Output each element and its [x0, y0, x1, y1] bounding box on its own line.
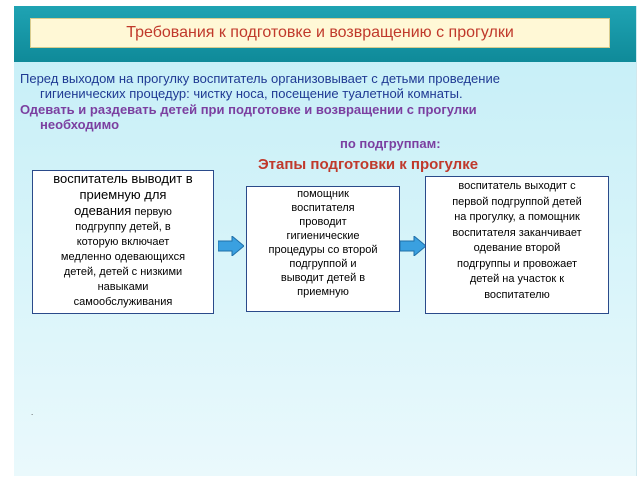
stage-3-line: воспитатель выходит с	[458, 180, 576, 192]
stages-title: Этапы подготовки к прогулке	[258, 156, 479, 173]
rule-line-3: по подгруппам:	[340, 136, 441, 151]
stage-3-line: детей на участок к	[469, 273, 565, 285]
stage-2-line: подгруппой и	[289, 258, 357, 270]
stage-1-line: самообслуживания	[73, 296, 173, 308]
stage-2-line: гигиенические	[286, 230, 360, 242]
stage-1-line: приемную для	[79, 187, 167, 202]
stage-1-line: которую включает	[76, 236, 170, 248]
stage-1-inline: первую	[131, 206, 172, 218]
stage-2-line: выводит детей в	[280, 272, 366, 284]
stage-3-line: воспитателя заканчивает	[452, 226, 582, 239]
stage-1-line: воспитатель выводит в	[53, 171, 193, 186]
right-arrow-icon	[218, 236, 244, 256]
stage-3-line: на прогулку, а помощник	[454, 211, 580, 223]
stage-1-line: навыками	[97, 281, 149, 293]
stage-2-line: проводит	[299, 216, 347, 228]
stage-1-line	[37, 203, 209, 220]
stage-1-emphasis: одевания	[74, 203, 132, 218]
stage-3-line: одевание второй	[473, 242, 561, 254]
right-arrow-icon	[400, 236, 426, 256]
stage-1-line: медленно одевающихся	[60, 251, 186, 263]
stage-2-line: процедуры со второй	[268, 244, 378, 256]
stage-1-box	[32, 170, 214, 314]
stage-3-line: воспитателю	[484, 288, 550, 301]
intro-line-1: Перед выходом на прогулку воспитатель организовывает с детьми проведение	[20, 71, 500, 86]
stage-2-line: воспитателя	[291, 202, 355, 214]
stage-1-line: детей, детей с низкими	[63, 266, 183, 278]
stage-2-line: приемную	[297, 286, 349, 298]
rule-line-2: необходимо	[40, 117, 120, 132]
rule-line-1: Одевать и раздевать детей при подготовке и возвращении с прогулки	[20, 102, 477, 117]
intro-paragraph	[20, 71, 620, 101]
slide-title: Требования к подготовке и возвращению с прогулки	[30, 18, 610, 48]
intro-line-2: гигиенических процедур: чистку носа, посещение туалетной комнаты.	[40, 86, 463, 101]
stray-dot: .	[31, 408, 34, 417]
stage-3-line: первой подгруппой детей	[452, 195, 582, 208]
stage-3-line: подгруппы и провожает	[456, 257, 577, 270]
stage-2-box	[246, 186, 400, 312]
stage-1-line: подгруппу детей, в	[75, 221, 171, 233]
stage-3-box	[425, 176, 609, 314]
rule-paragraph	[20, 102, 620, 132]
stage-2-line: помощник	[297, 188, 349, 200]
